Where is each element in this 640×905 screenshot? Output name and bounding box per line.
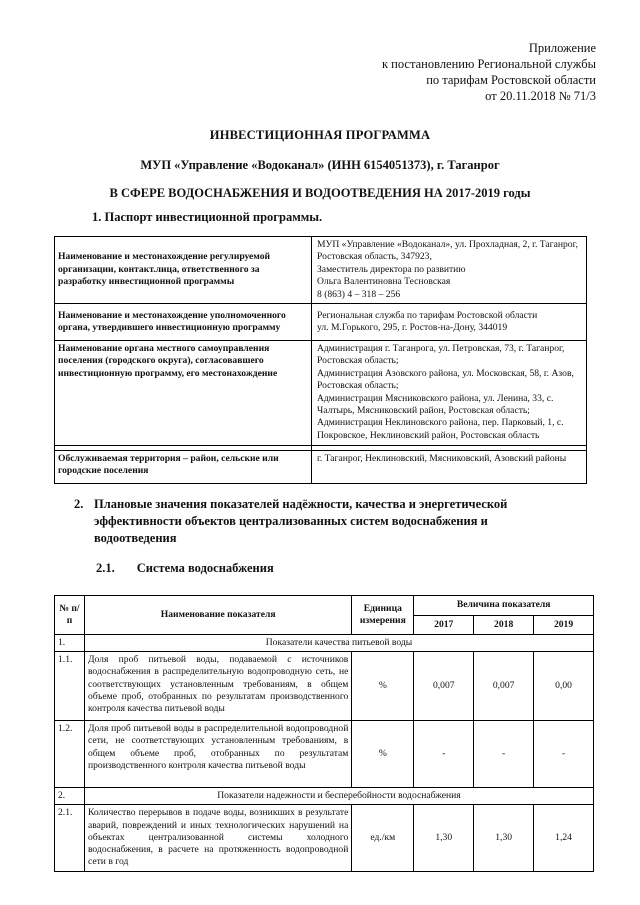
indicator-row bbox=[55, 652, 594, 721]
header-row bbox=[55, 596, 594, 616]
value-line: МУП «Управление «Водоканал», ул. Прохладная, 2, г. Таганрог, Ростовская область, 347923, bbox=[317, 239, 578, 263]
group-title: Показатели качества питьевой воды bbox=[84, 635, 593, 652]
indicator-name: Доля проб питьевой воды, подаваемой с источников водоснабжения в распределительную водопроводную сеть, не соответствующих установленным требованиям, в общем объеме проб, отобранных по результатам производственного контроля качества питьевой воды bbox=[84, 652, 351, 721]
passport-row bbox=[55, 237, 587, 304]
indicator-unit: ед./км bbox=[352, 805, 414, 872]
passport-table bbox=[54, 236, 587, 484]
passport-value bbox=[312, 451, 587, 484]
sphere-title: В СФЕРЕ ВОДОСНАБЖЕНИЯ И ВОДООТВЕДЕНИЯ НА 2017-2019 годы bbox=[109, 186, 531, 200]
program-title: ИНВЕСТИЦИОННАЯ ПРОГРАММА bbox=[209, 128, 431, 142]
group-row bbox=[55, 635, 594, 652]
header-num: № п/п bbox=[55, 596, 85, 635]
passport-label: Наименование органа местного самоуправления поселения (городского округа), согласовавшего инвестиционную программу, его местонахождение bbox=[55, 341, 312, 446]
appendix-line: Приложение bbox=[528, 41, 596, 55]
value-line: Администрация г. Таганрога, ул. Петровская, 73, г. Таганрог, Ростовская область; bbox=[317, 343, 565, 367]
value-line: Заместитель директора по развитию bbox=[317, 263, 466, 275]
passport-value bbox=[312, 304, 587, 341]
section-2-number: 2. bbox=[74, 497, 84, 511]
passport-row bbox=[55, 341, 587, 446]
indicator-num: 1.1. bbox=[55, 652, 85, 721]
group-row bbox=[55, 788, 594, 805]
indicator-num: 1.2. bbox=[55, 721, 85, 788]
header-name: Наименование показателя bbox=[84, 596, 351, 635]
header-year: 2017 bbox=[414, 615, 474, 635]
indicator-value: - bbox=[534, 721, 594, 788]
indicator-value: 0,00 bbox=[534, 652, 594, 721]
indicator-value: 0,007 bbox=[474, 652, 534, 721]
indicator-value: - bbox=[474, 721, 534, 788]
indicator-name: Количество перерывов в подаче воды, возникших в результате аварий, повреждений и иных технологических нарушений на объектах централизованной системы холодного водоснабжения, в расчете на протяженность водопроводной сети в год bbox=[84, 805, 351, 872]
header-year: 2018 bbox=[474, 615, 534, 635]
indicator-unit: % bbox=[352, 652, 414, 721]
passport-label: Наименование и местонахождение регулируемой организации, контакт.лица, ответственного за разработку инвестиционной программы bbox=[55, 237, 312, 304]
indicator-row bbox=[55, 805, 594, 872]
appendix-line: по тарифам Ростовской области bbox=[426, 73, 596, 87]
indicator-value: 1,30 bbox=[414, 805, 474, 872]
group-num: 1. bbox=[55, 635, 85, 652]
indicator-value: - bbox=[414, 721, 474, 788]
appendix-line: к постановлению Региональной службы bbox=[381, 57, 596, 71]
value-line: ул. М.Горького, 295, г. Ростов-на-Дону, 344019 bbox=[317, 322, 508, 334]
passport-row bbox=[55, 304, 587, 341]
appendix-header bbox=[382, 40, 596, 104]
indicator-value: 1,30 bbox=[474, 805, 534, 872]
section-2-title: Плановые значения показателей надёжности, качества и энергетической эффективности объектов централизованных систем водоснабжения и водоотведения bbox=[94, 497, 508, 545]
indicators-table bbox=[54, 595, 594, 872]
value-line: Региональная служба по тарифам Ростовской области bbox=[317, 309, 538, 321]
appendix-line: от 20.11.2018 № 71/3 bbox=[485, 89, 596, 103]
passport-row bbox=[55, 451, 587, 484]
value-line: Администрация Мясниковского района, ул. Ленина, 33, с. Чалтырь, Мясниковский район, Ростовская область; bbox=[317, 392, 554, 417]
group-num: 2. bbox=[55, 788, 85, 805]
passport-label: Обслуживаемая территория – район, сельские или городские поселения bbox=[55, 451, 312, 484]
section-1-heading: 1. Паспорт инвестиционной программы. bbox=[92, 210, 323, 224]
section-2-1-number: 2.1. bbox=[96, 561, 115, 575]
header-unit: Единица измерения bbox=[352, 596, 414, 635]
passport-label: Наименование и местонахождение уполномоченного органа, утвердившего инвестиционную программу bbox=[55, 304, 312, 341]
group-title: Показатели надежности и бесперебойности водоснабжения bbox=[84, 788, 593, 805]
indicator-row bbox=[55, 721, 594, 788]
indicator-num: 2.1. bbox=[55, 805, 85, 872]
passport-value bbox=[312, 237, 587, 304]
section-2-1-title: Система водоснабжения bbox=[136, 561, 274, 575]
value-line: Администрация Неклиновского района, пер. Парковый, 1, с. Покровское, Неклиновский район, Ростовская область bbox=[317, 417, 564, 441]
indicator-unit: % bbox=[352, 721, 414, 788]
section-2-1-heading bbox=[96, 561, 274, 576]
organization-title: МУП «Управление «Водоканал» (ИНН 6154051373), г. Таганрог bbox=[140, 158, 500, 172]
value-line: 8 (863) 4 – 318 – 256 bbox=[317, 288, 401, 300]
value-line: Администрация Азовского района, ул. Московская, 58, г. Азов, Ростовская область; bbox=[317, 367, 574, 392]
header-year: 2019 bbox=[534, 615, 594, 635]
value-line: Ольга Валентиновна Тесновская bbox=[317, 276, 451, 288]
passport-value bbox=[312, 341, 587, 446]
indicator-value: 0,007 bbox=[414, 652, 474, 721]
header-value-group: Величина показателя bbox=[414, 596, 594, 616]
indicator-name: Доля проб питьевой воды в распределительной водопроводной сети, не соответствующих установленным требованиям, в общем объеме проб, отобранных по результатам производственного контроля качества питьевой воды bbox=[84, 721, 351, 788]
indicator-value: 1,24 bbox=[534, 805, 594, 872]
value-line: г. Таганрог, Неклиновский, Мясниковский, Азовский районы bbox=[317, 453, 567, 465]
